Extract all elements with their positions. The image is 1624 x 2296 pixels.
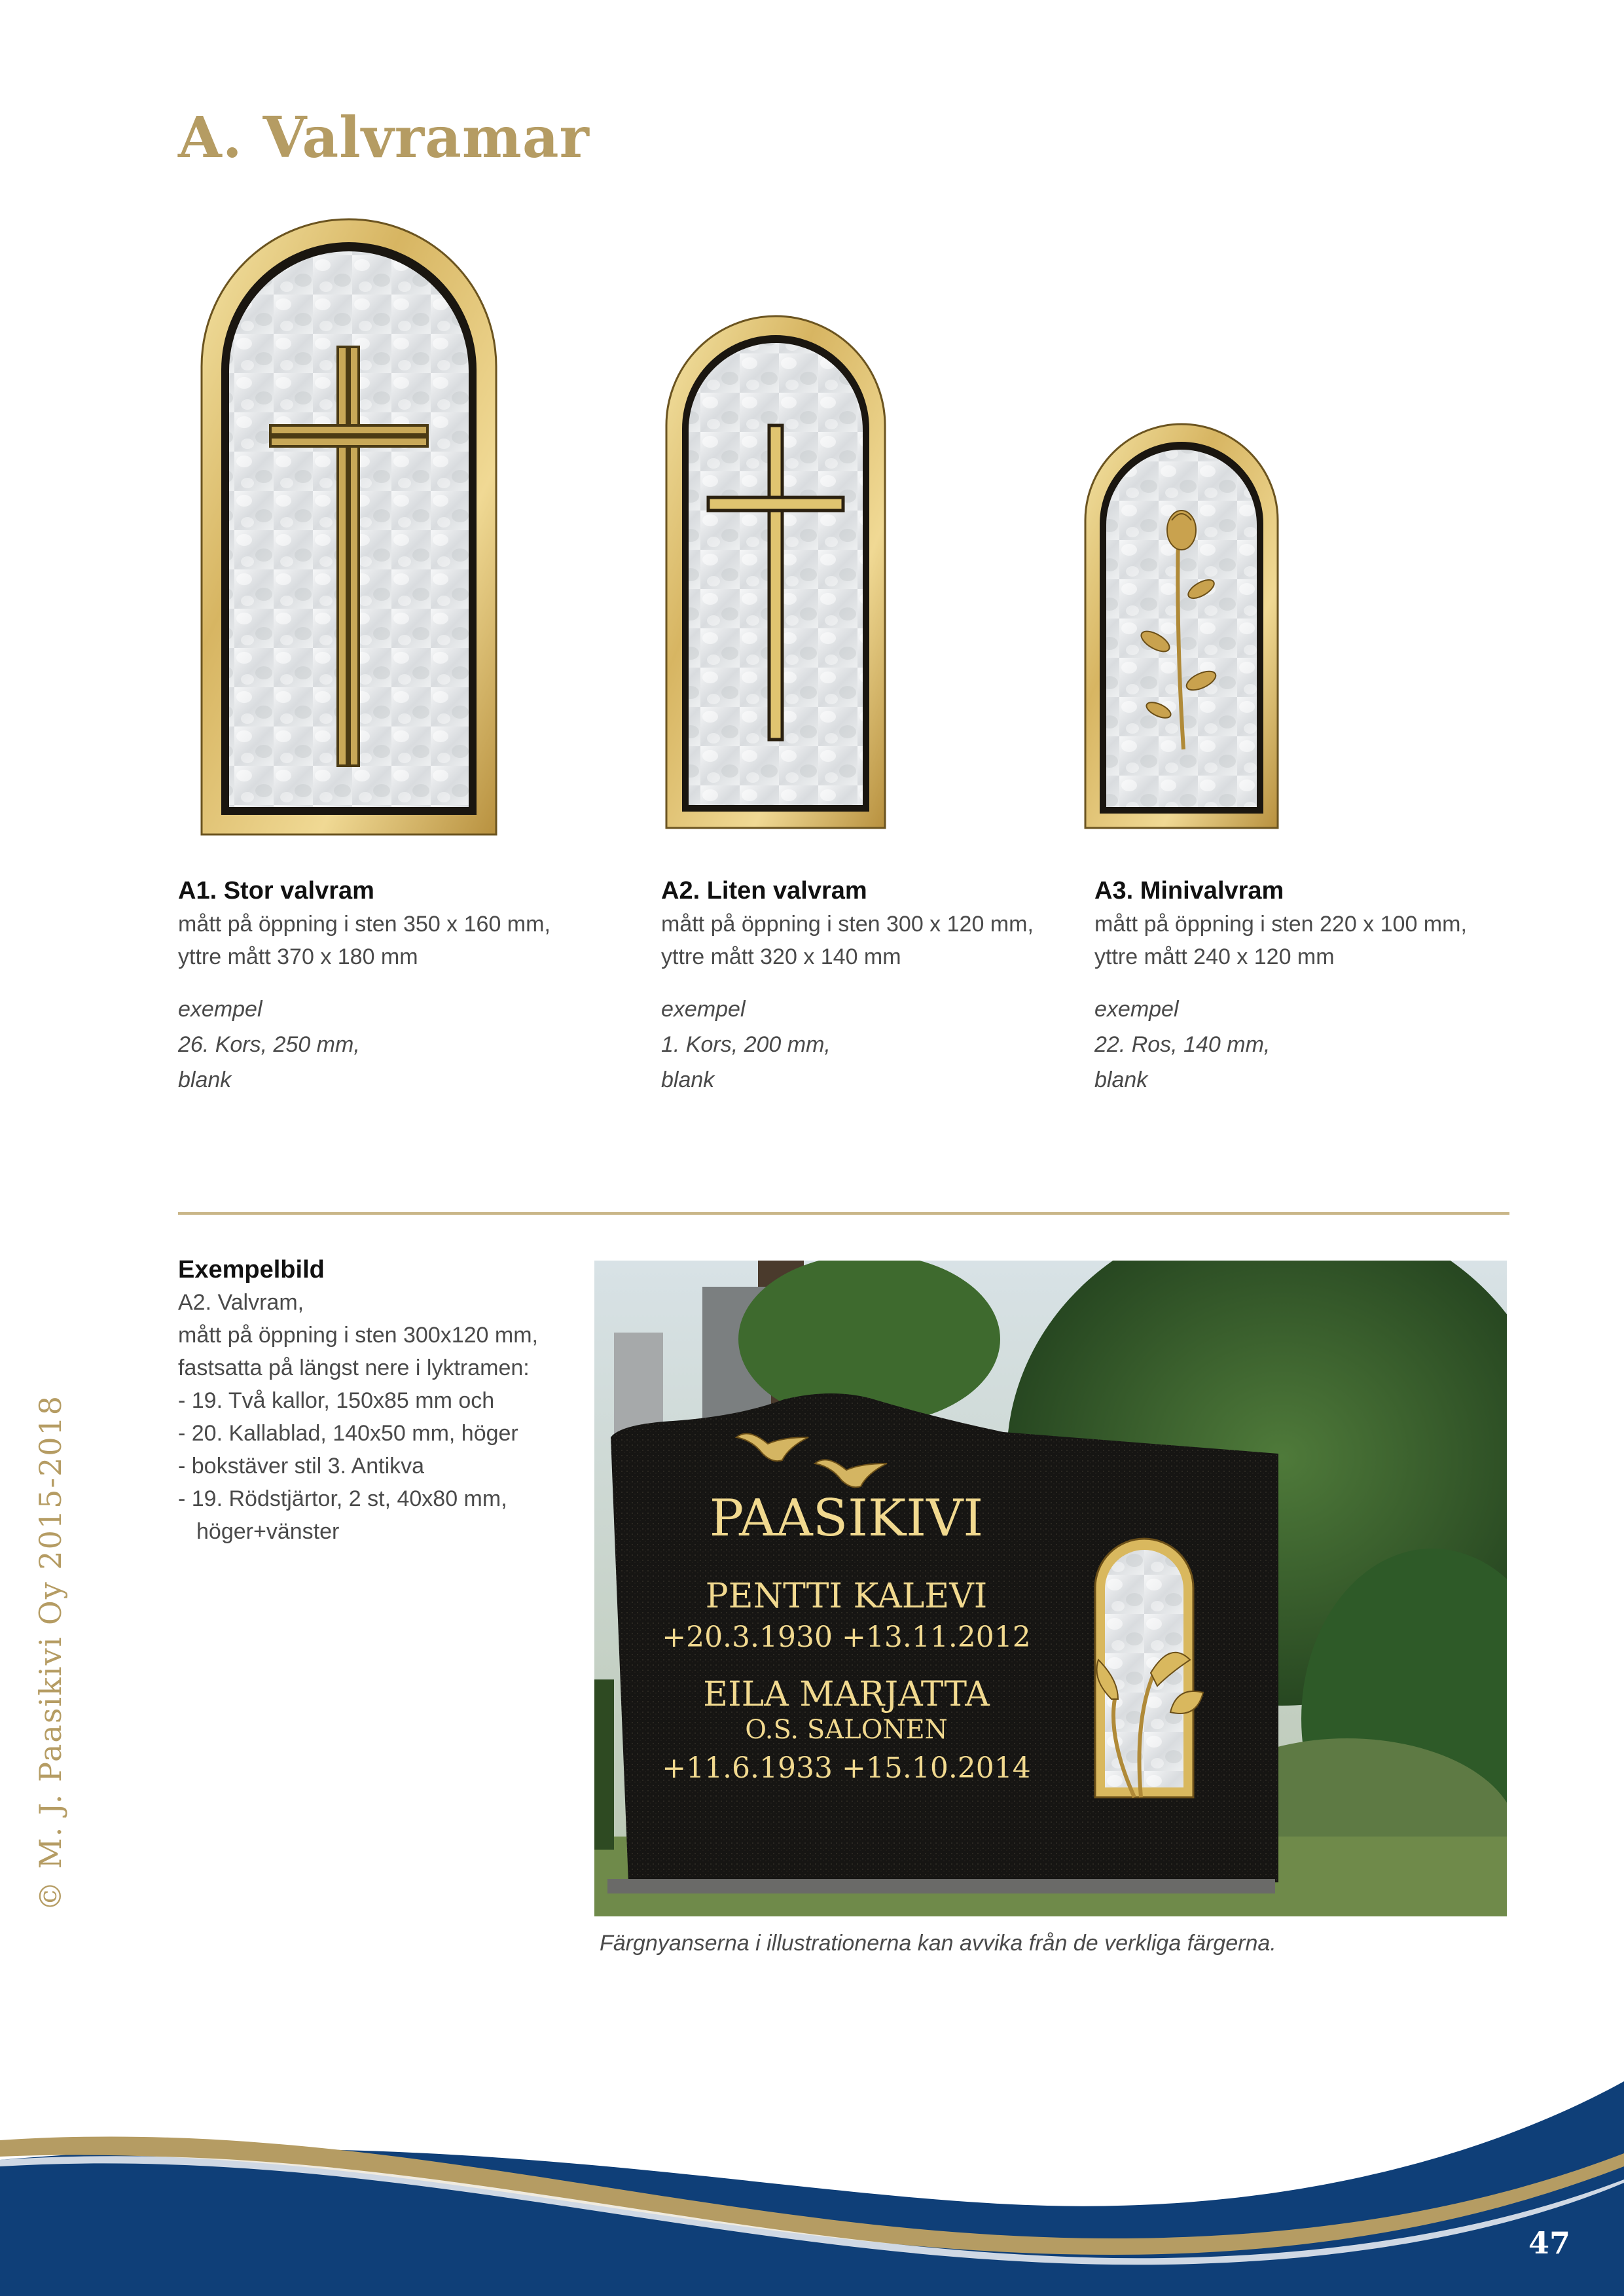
headstone-person2-maiden: O.S. SALONEN [745, 1715, 948, 1745]
list-item: - 19. Rödstjärtor, 2 st, 40x80 mm, höger+vänster [178, 1486, 507, 1544]
example-photo [594, 1261, 1507, 1916]
example-item: 1. Kors, 200 mm, [661, 1032, 831, 1057]
product-outer: yttre mått 320 x 140 mm [661, 944, 901, 969]
example-label: exempel [1094, 997, 1179, 1022]
example-item: 26. Kors, 250 mm, [178, 1032, 360, 1057]
example-label: exempel [661, 997, 746, 1022]
example-item-list [178, 1384, 584, 1548]
product-a3 [1094, 874, 1513, 1098]
copyright-notice: © M. J. Paasikivi Oy 2015-2018 [33, 1394, 68, 1911]
headstone-family-name: PAASIKIVI [709, 1489, 984, 1548]
example-finish: blank [661, 1067, 715, 1092]
headstone-person1-dates: +20.3.1930 +13.11.2012 [662, 1621, 1031, 1654]
product-a1 [178, 874, 597, 1098]
example-label: exempel [178, 997, 262, 1022]
product-name: A1. Stor valvram [178, 877, 374, 905]
example-item: 22. Ros, 140 mm, [1094, 1032, 1271, 1057]
example-finish: blank [178, 1067, 232, 1092]
headstone-person1: PENTTI KALEVI [705, 1577, 988, 1616]
product-name: A2. Liten valvram [661, 877, 867, 905]
example-heading: Exempelbild [178, 1256, 325, 1283]
list-item: - 20. Kallablad, 140x50 mm, höger [178, 1421, 518, 1446]
headstone-person2-dates: +11.6.1933 +15.10.2014 [662, 1751, 1031, 1785]
example-finish: blank [1094, 1067, 1148, 1092]
frame-a2-image [661, 314, 890, 831]
example-line: fastsatta på längst nere i lyktramen: [178, 1355, 530, 1380]
headstone-person2: EILA MARJATTA [703, 1675, 990, 1714]
list-item: - 19. Två kallor, 150x85 mm och [178, 1388, 495, 1413]
product-outer: yttre mått 240 x 120 mm [1094, 944, 1335, 969]
example-line: A2. Valvram, [178, 1290, 304, 1315]
product-name: A3. Minivalvram [1094, 877, 1284, 905]
page-title: A. Valvramar [178, 105, 590, 171]
list-item: - bokstäver stil 3. Antikva [178, 1454, 425, 1479]
product-outer: yttre mått 370 x 180 mm [178, 944, 418, 969]
page-number: 47 [1528, 2225, 1570, 2261]
footer-wave [0, 2068, 1624, 2296]
product-opening: mått på öppning i sten 300 x 120 mm, [661, 912, 1034, 937]
section-divider [178, 1212, 1509, 1215]
example-line: mått på öppning i sten 300x120 mm, [178, 1323, 538, 1348]
photo-caption: Färgnyanserna i illustrationerna kan avvika från de verkliga färgerna. [600, 1931, 1276, 1956]
frame-a1-image [195, 216, 503, 838]
example-description [178, 1253, 584, 1548]
frame-a3-image [1080, 422, 1283, 831]
product-a2 [661, 874, 1080, 1098]
product-opening: mått på öppning i sten 350 x 160 mm, [178, 912, 550, 937]
product-opening: mått på öppning i sten 220 x 100 mm, [1094, 912, 1467, 937]
